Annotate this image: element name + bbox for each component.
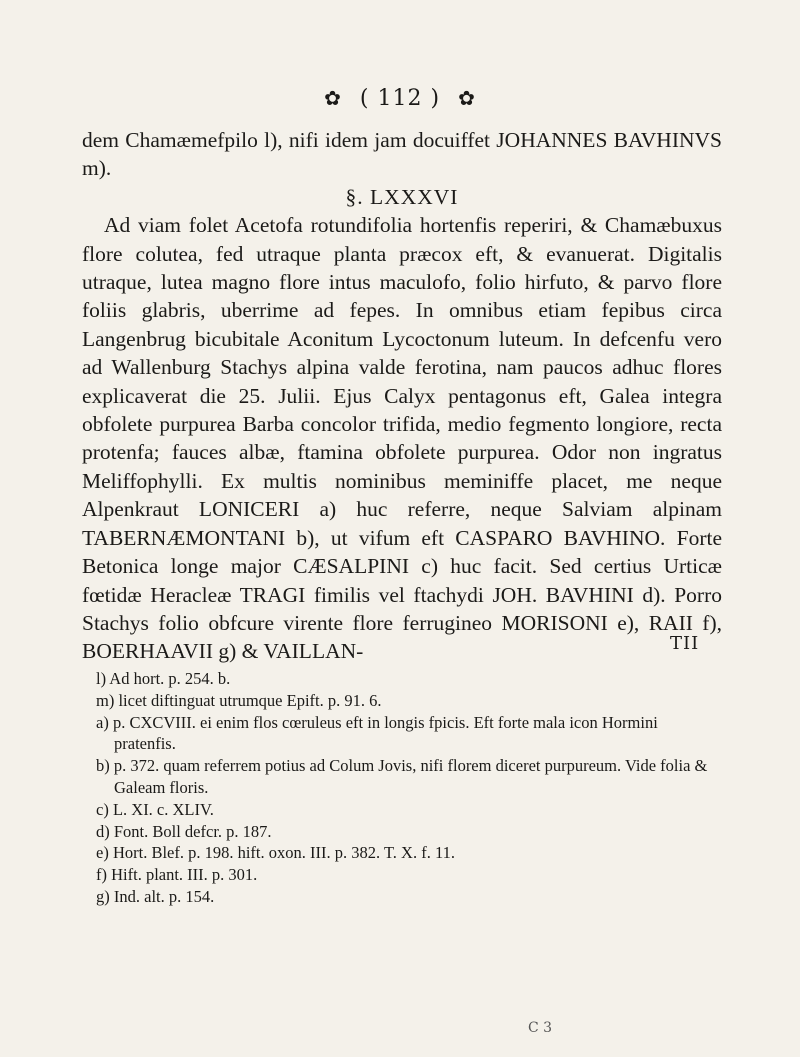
catchword: TII xyxy=(670,633,700,654)
paragraph-main: Ad viam folet Acetofa rotundifolia hortenfis reperiri, & Chamæbuxus flore colutea, fed utraque planta præcox eft, & evanuerat. Digitalis utraque, lutea magno flore intus maculofo, folio hirfuto, & parvo flore foliis glabris, uberrime ad fepes. In omnibus etiam fepibus circa Langenbrug bicubitale Aconitum Lycoctonum luteum. In defcenfu vero ad Wallenburg Stachys alpina valde ferotina, nam paucos adhuc flores explicaverat die 25. Julii. Ejus Calyx pentagonus eft, Galea integra obfolete purpurea Barba concolor trifida, medio fegmento longiore, recta protenfa; fauces albæ, ftamina obfolete purpurea. Odor non ingratus Meliffophylli. Ex multis nominibus meminiffe placet, me neque Alpenkraut LONICERI a) huc referre, neque Salviam alpinam TABERNÆMONTANI b), ut vifum eft CASPARO BAVHINO. Forte Betonica longe major CÆSALPINI c) huc facit. Sed certius Urticæ fœtidæ Heracleæ TRAGI fimilis vel ftachydi JOH. BAVHINI d). Porro Stachys folio obfcure virente flore ferrugineo MORISONI e), RAII f), BOERHAAVII g) & VAILLAN- xyxy=(82,213,722,664)
signature-mark: C 3 xyxy=(528,1020,553,1036)
footnotes xyxy=(96,668,716,908)
page-number: ( 112 ) xyxy=(359,86,441,111)
flower-ornament-icon: ✿ xyxy=(458,86,476,110)
footnote: f) Hift. plant. III. p. 301. xyxy=(96,865,258,885)
footnote: a) p. CXCVIII. ei enim flos cœruleus eft in longis fpicis. Eft forte mala icon Hormini pratenfis. xyxy=(96,712,658,754)
footnote: m) licet diftinguat utrumque Epift. p. 91. 6. xyxy=(96,690,382,710)
flower-ornament-icon: ✿ xyxy=(324,86,342,110)
footnote: b) p. 372. quam referrem potius ad Colum Jovis, nifi florem diceret purpureum. Vide folia & Galeam floris. xyxy=(96,756,708,797)
section-title: §. LXXXVI xyxy=(345,184,459,209)
footnote: d) Font. Boll defcr. p. 187. xyxy=(96,821,272,841)
footnote: c) L. XI. c. XLIV. xyxy=(96,799,214,819)
page-header xyxy=(0,86,800,111)
footnote: e) Hort. Blef. p. 198. hift. oxon. III. p. 382. T. X. f. 11. xyxy=(96,843,455,863)
main-text xyxy=(82,126,722,666)
footnote: l) Ad hort. p. 254. b. xyxy=(96,669,231,688)
footnote: g) Ind. alt. p. 154. xyxy=(96,886,215,906)
paragraph-continuation: dem Chamæmefpilo l), nifi idem jam docuiffet JOHANNES BAVHINVS m). xyxy=(82,128,722,181)
